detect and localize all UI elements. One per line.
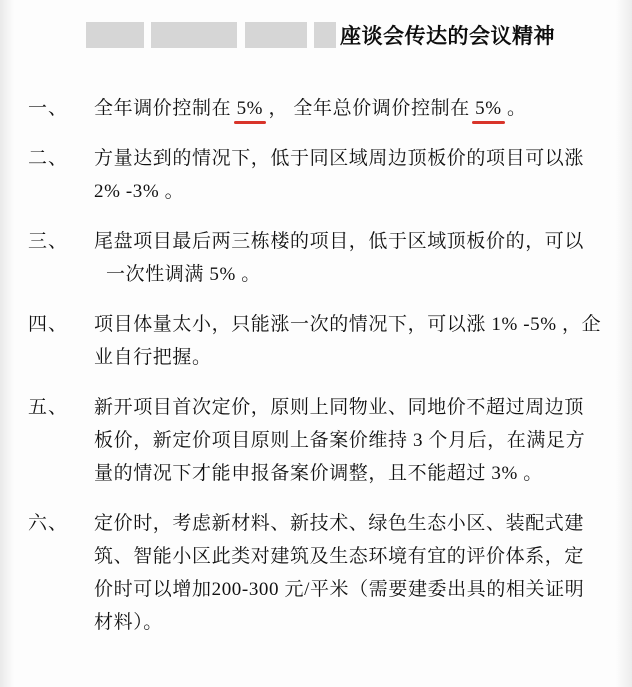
item-line: 材料）。 [94, 612, 163, 633]
item-marker: 三、 [28, 231, 69, 252]
item-content [94, 225, 608, 291]
document-title [86, 18, 556, 52]
item-marker: 六、 [28, 513, 69, 534]
list-item [28, 92, 608, 125]
item-line: 定价时，考虑新材料、新技术、绿色生态小区、装配式建 [94, 513, 585, 534]
item-line-text: 一次性调满 5% 。 [106, 264, 261, 285]
list-item [28, 507, 608, 639]
item-line: 项目体量太小，只能涨一次的情况下，可以涨 1% -5% ，企 [94, 314, 602, 335]
list-item [28, 225, 608, 291]
item-marker: 二、 [28, 148, 69, 169]
list-item [28, 391, 608, 490]
item-marker: 五、 [28, 397, 69, 418]
document-body [28, 92, 608, 656]
list-item [28, 142, 608, 208]
redaction-block-2 [151, 22, 237, 48]
item-line: 筑、智能小区此类对建筑及生态环境有宜的评价体系，定 [94, 546, 585, 567]
redaction-block-4 [314, 22, 336, 48]
item-line: 方量达到的情况下，低于同区域周边顶板价的项目可以涨 [94, 148, 585, 169]
item-content [94, 507, 608, 639]
item-line: 新开项目首次定价，原则上同物业、同地价不超过周边顶 [94, 397, 585, 418]
item-line: 2% -3% 。 [94, 181, 185, 202]
item-content [94, 308, 608, 374]
list-item [28, 308, 608, 374]
item-line: 全年调价控制在 5% ， 全年总价调价控制在 5% 。 [94, 92, 608, 125]
item-marker: 四、 [28, 314, 69, 335]
highlight-percent-2: 5% [475, 92, 502, 125]
item-line [94, 258, 608, 291]
item-line: 价时可以增加200-300 元/平米（需要建委出具的相关证明 [94, 579, 585, 600]
item-line: 板价，新定价项目原则上备案价维持 3 个月后，在满足方 [94, 430, 586, 451]
highlight-percent-1: 5% [237, 92, 264, 125]
title-text: 座谈会传达的会议精神 [340, 24, 555, 48]
redaction-block-3 [245, 22, 307, 48]
item-line: 业自行把握。 [94, 347, 212, 368]
item-line: 尾盘项目最后两三栋楼的项目，低于区域顶板价的，可以 [94, 231, 585, 252]
item-marker: 一、 [28, 98, 69, 119]
item-content [94, 391, 608, 490]
item-content [94, 92, 608, 125]
redaction-block-1 [86, 22, 144, 48]
item-line: 量的情况下才能申报备案价调整，且不能超过 3% 。 [94, 463, 543, 484]
item-content [94, 142, 608, 208]
